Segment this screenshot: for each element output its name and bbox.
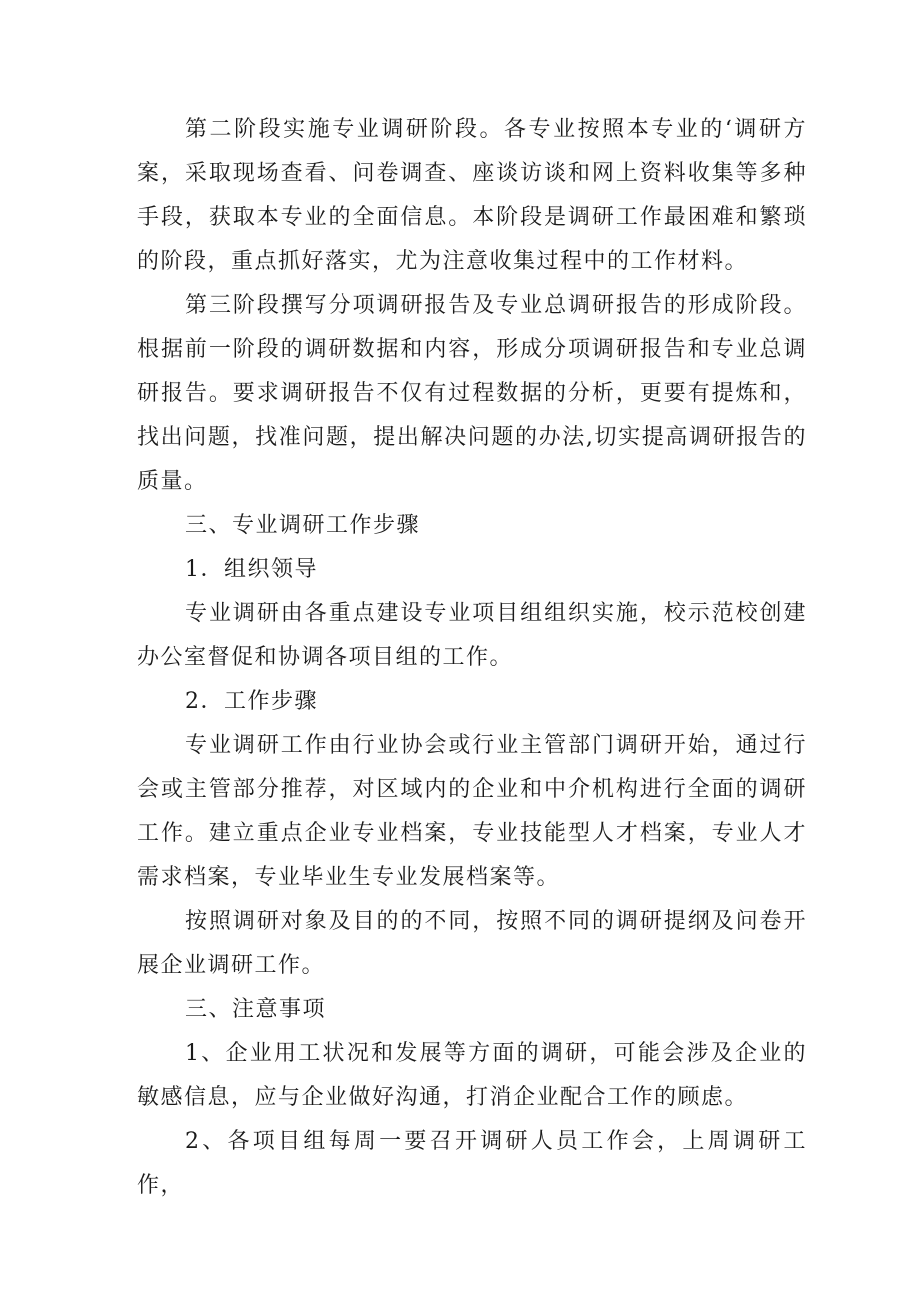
paragraph-stage-three: 第三阶段撰写分项调研报告及专业总调研报告的形成阶段。根据前一阶段的调研数据和内容，形成分项调研报告和专业总调研报告。要求调研报告不仅有过程数据的分析，更要有提炼和，找出问题，找准问题，提出解决问题的办法,切实提高调研报告的质量。 <box>137 293 807 494</box>
paragraph-work-steps: 专业调研工作由行业协会或行业主管部门调研开始，通过行会或主管部分推荐，对区域内的企业和中介机构进行全面的调研工作。建立重点企业专业档案，专业技能型人才档案，专业人才需求档案，专业毕业生专业发展档案等。 <box>137 733 807 890</box>
paragraph-survey-method: 按照调研对象及目的的不同，按照不同的调研提纲及问卷开展企业调研工作。 <box>137 909 807 978</box>
note-item-1: 1、企业用工状况和发展等方面的调研，可能会涉及企业的敏感信息，应与企业做好沟通，打消企业配合工作的顾虑。 <box>137 1041 807 1110</box>
document-body <box>137 108 807 1208</box>
subheading-organization: 1．组织领导 <box>185 557 318 582</box>
note-item-2: 2、各项目组每周一要召开调研人员工作会，上周调研工作， <box>137 1129 807 1198</box>
paragraph-stage-two: 第二阶段实施专业调研阶段。各专业按照本专业的‘调研方案，采取现场查看、问卷调查、座谈访谈和网上资料收集等多种手段，获取本专业的全面信息。本阶段是调研工作最困难和繁琐的阶段，重点抓好落实，尤为注意收集过程中的工作材料。 <box>137 117 807 274</box>
section-heading-notes: 三、注意事项 <box>185 997 327 1022</box>
section-heading-work-steps: 三、专业调研工作步骤 <box>185 513 421 538</box>
subheading-work-steps: 2．工作步骤 <box>185 689 318 714</box>
paragraph-organization: 专业调研由各重点建设专业项目组组织实施，校示范校创建办公室督促和协调各项目组的工作。 <box>137 601 807 670</box>
